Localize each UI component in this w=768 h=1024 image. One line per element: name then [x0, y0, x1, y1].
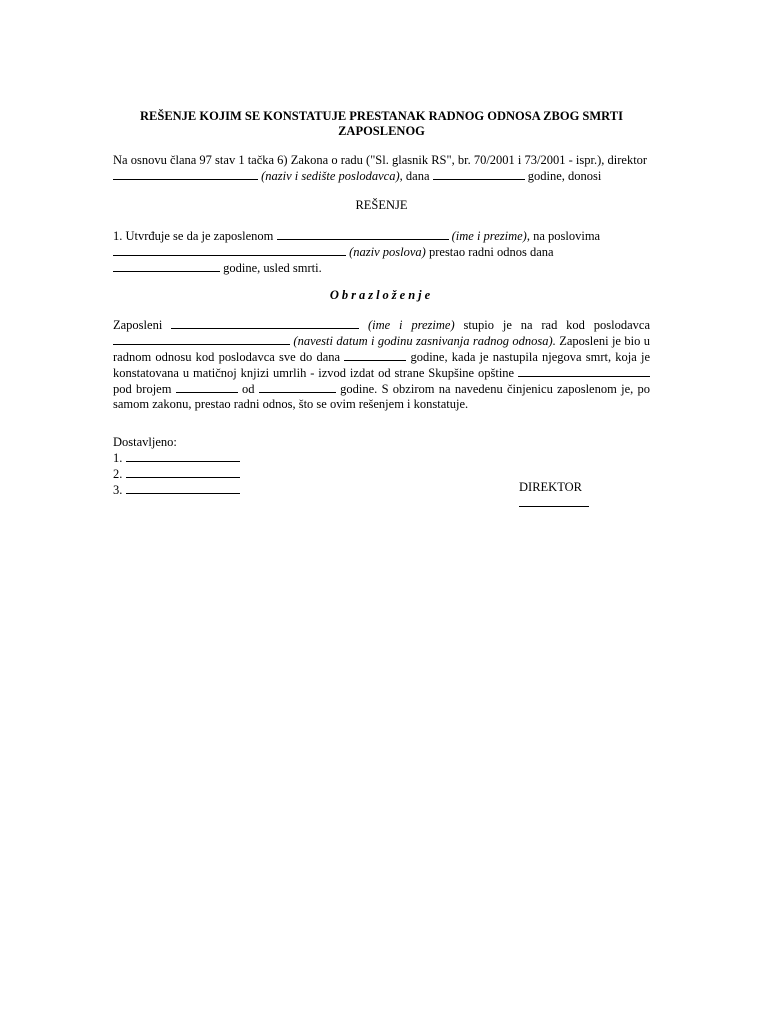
delivery-item-2-number: 2. [113, 467, 123, 481]
intro-paragraph [113, 153, 650, 184]
intro-text-1: Na osnovu člana 97 stav 1 tačka 6) Zakona o radu ("Sl. glasnik RS", br. 70/2001 i 73/2001 - ispr.), direktor [113, 153, 648, 167]
delivery-item-3-blank[interactable] [126, 482, 240, 494]
job-title-blank[interactable] [113, 244, 346, 256]
death-date-blank[interactable] [344, 349, 406, 361]
item-1-text-4: godine, usled smrti. [223, 261, 322, 275]
job-title-hint: (naziv poslova) [349, 245, 426, 259]
delivery-item-2-blank[interactable] [126, 466, 240, 478]
record-date-blank[interactable] [259, 381, 336, 393]
employment-start-hint: (navesti datum i godinu zasnivanja radnog odnosa). [293, 334, 556, 348]
body-text-3: Zaposleni je bio u radnom odnosu kod poslodavca sve do dana [113, 334, 650, 364]
intro-text-3: godine, donosi [527, 169, 602, 183]
employee-hint-2: (ime i prezime) [367, 318, 455, 332]
employment-start-blank[interactable] [113, 333, 290, 345]
delivery-item-1 [113, 450, 650, 466]
body-text-2: stupio je na rad kod poslodavca [463, 318, 650, 332]
employee-name-hint: (ime i prezime) [451, 229, 527, 243]
signature-label: DIREKTOR [519, 480, 582, 494]
delivery-item-1-number: 1. [113, 451, 123, 465]
delivery-item-1-blank[interactable] [126, 450, 240, 462]
document-title: REŠENJE KOJIM SE KONSTATUJE PRESTANAK RADNOG ODNOSA ZBOG SMRTI ZAPOSLENOG [140, 109, 623, 138]
item-1-text-2: , na poslovima [526, 229, 601, 243]
employee-name-blank[interactable] [277, 228, 449, 240]
signature-line[interactable] [519, 495, 589, 511]
termination-date-blank[interactable] [113, 260, 220, 272]
body-text-7: godine. S obzirom na navedenu činjenicu zaposlenom je, po samom zakonu, prestao radni odnos, što se ovim rešenjem i konstatuje. [113, 382, 651, 411]
item-1-paragraph [113, 228, 650, 276]
delivery-item-3-number: 3. [113, 483, 123, 497]
municipality-blank[interactable] [518, 365, 650, 377]
delivery-label: Dostavljeno: [113, 435, 177, 449]
body-text-4: godine, kada je nastupila njegova smrt, koja je konstatovana u matičnoj knjizi umrlih - izvod izdat od strane Skupšine opštine [113, 350, 651, 380]
item-1-text-3: prestao radni odnos dana [428, 245, 554, 259]
resenje-heading: REŠENJE [355, 198, 408, 212]
body-text-5: pod brojem [113, 382, 172, 396]
intro-text-2: , dana [399, 169, 430, 183]
employee-blank-2[interactable] [171, 317, 359, 329]
explanation-paragraph [113, 317, 650, 412]
employer-hint: (naziv i sedište poslodavca) [261, 169, 400, 183]
employer-blank[interactable] [113, 168, 258, 180]
item-1-text-1: 1. Utvrđuje se da je zaposlenom [113, 229, 274, 243]
body-text-6: od [242, 382, 255, 396]
signature-blank[interactable] [519, 495, 589, 507]
obrazlozenje-heading: Obrazloženje [329, 288, 434, 302]
record-number-blank[interactable] [176, 381, 238, 393]
date-blank[interactable] [433, 168, 525, 180]
body-text-1: Zaposleni [113, 318, 163, 332]
